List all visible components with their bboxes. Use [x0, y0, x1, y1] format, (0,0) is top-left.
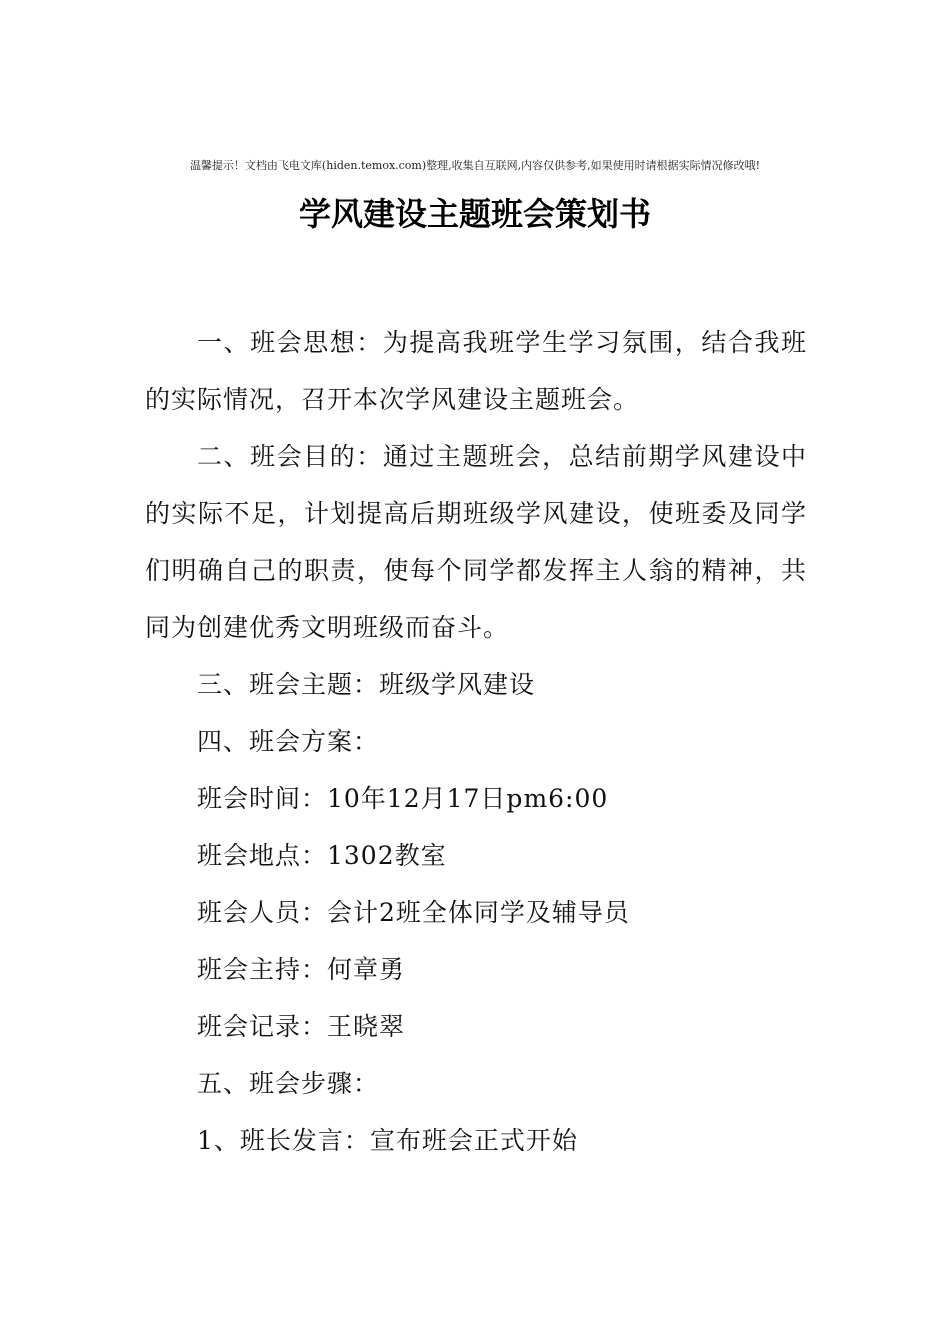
paragraph-meeting-attendees: 班会人员：会计2班全体同学及辅导员	[197, 898, 630, 927]
document-title: 学风建设主题班会策划书	[298, 195, 651, 233]
paragraph-meeting-recorder: 班会记录：王晓翠	[197, 1012, 406, 1041]
document-body	[145, 314, 807, 1169]
paragraph-meeting-host: 班会主持：何章勇	[197, 955, 406, 984]
paragraph-meeting-location: 班会地点：1302教室	[197, 841, 447, 870]
source-notice: 温馨提示！文档由飞电文库(hiden.temox.com)整理,收集自互联网,内容仅供参考,如果使用时请根据实际情况修改哦!	[189, 159, 761, 172]
paragraph-step-one: 1、班长发言：宣布班会正式开始	[197, 1126, 578, 1155]
paragraph-meeting-steps: 五、班会步骤：	[197, 1069, 380, 1098]
paragraph-meeting-time: 班会时间：10年12月17日pm6:00	[197, 784, 609, 813]
paragraph-class-meeting-idea: 一、班会思想：为提高我班学生学习氛围，结合我班的实际情况，召开本次学风建设主题班会。	[145, 328, 807, 414]
paragraph-class-meeting-plan: 四、班会方案：	[197, 727, 380, 756]
paragraph-class-meeting-theme: 三、班会主题：班级学风建设	[197, 670, 536, 699]
paragraph-class-meeting-purpose: 二、班会目的：通过主题班会，总结前期学风建设中的实际不足，计划提高后期班级学风建设，使班委及同学们明确自己的职责，使每个同学都发挥主人翁的精神，共同为创建优秀文明班级而奋斗。	[145, 442, 807, 642]
